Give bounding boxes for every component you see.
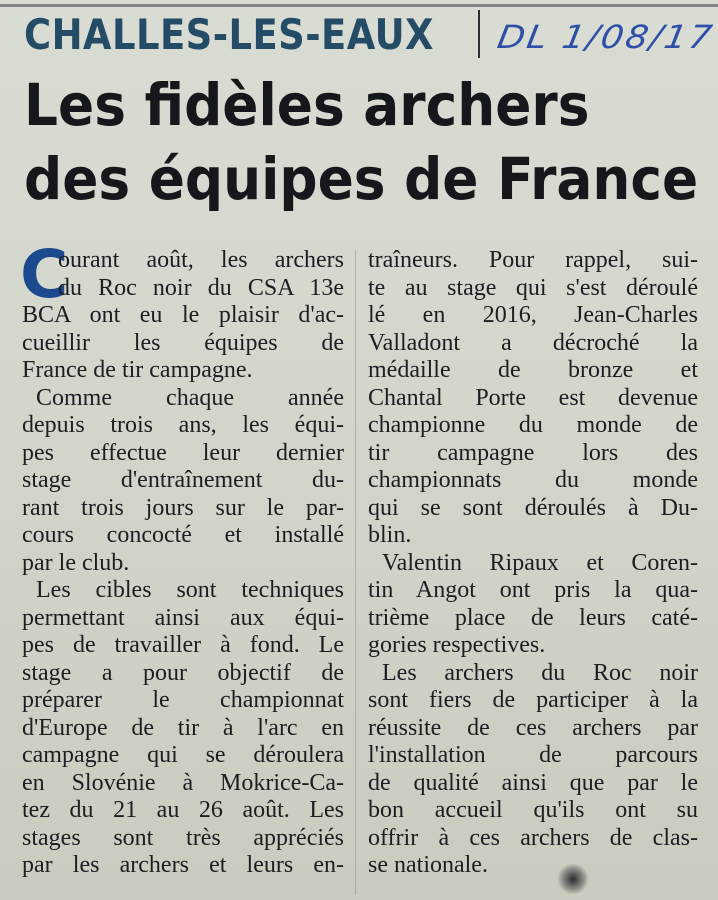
text-line: sont fiers de participer à la (368, 687, 698, 713)
text-line: en Slovénie à Mokrice-Ca- (22, 769, 344, 796)
text-line: tir campagne lors des (368, 439, 698, 466)
section-heading: CHALLES-LES-EAUX (24, 10, 434, 59)
text-line: pes de travailler à fond. Le (22, 632, 344, 658)
text-line: stage a pour objectif de (22, 659, 344, 686)
text-line: ourant août, les archers (58, 247, 344, 273)
text-line: championne du monde de (368, 412, 698, 438)
text-line: réussite de ces archers par (368, 714, 698, 741)
article-column-right (368, 247, 698, 880)
text-line: depuis trois ans, les équi- (22, 412, 344, 438)
text-line: gories respectives. (368, 632, 546, 658)
text-line: Les cibles sont techniques (36, 577, 344, 603)
text-line: tin Angot ont pris la qua- (368, 577, 698, 603)
text-line: Valladont a décroché la (368, 329, 698, 356)
text-line: par le club. (22, 549, 130, 576)
text-line: l'installation de parcours (368, 742, 698, 768)
text-line: BCA ont eu le plaisir d'ac- (22, 302, 344, 328)
text-line: préparer le championnat (22, 687, 344, 713)
text-line: Chantal Porte est devenue (368, 384, 698, 411)
text-line: permettant ainsi aux équi- (22, 604, 344, 631)
text-line: tez du 21 au 26 août. Les (22, 797, 344, 823)
text-line: qui se sont déroulés à Du- (368, 494, 698, 521)
text-line: pes effectue leur dernier (22, 439, 344, 466)
text-line: médaille de bronze et (368, 357, 698, 383)
text-line: traîneurs. Pour rappel, sui- (368, 247, 698, 273)
text-line: stages sont très appréciés (22, 824, 344, 851)
ink-smudge (556, 864, 590, 894)
column-divider (355, 250, 356, 895)
heading-separator (478, 10, 480, 58)
text-line: blin. (368, 522, 412, 548)
text-line: du Roc noir du CSA 13e (58, 274, 344, 301)
text-line: stage d'entraînement du- (22, 467, 344, 493)
text-line: Valentin Ripaux et Coren- (382, 549, 698, 576)
article-column-left (22, 247, 344, 880)
text-line: France de tir campagne. (22, 357, 253, 383)
text-line: se nationale. (368, 852, 488, 878)
article-headline (24, 68, 699, 216)
text-line: trième place de leurs caté- (368, 604, 698, 631)
text-line: offrir à ces archers de clas- (368, 824, 698, 851)
text-line: lé en 2016, Jean-Charles (368, 302, 698, 328)
text-line: championnats du monde (368, 467, 698, 493)
text-line: te au stage qui s'est déroulé (368, 274, 698, 301)
text-line: Comme chaque année (36, 384, 344, 411)
handwritten-date: DL 1/08/17 (494, 18, 717, 56)
text-line: Les archers du Roc noir (382, 659, 698, 686)
text-line: de qualité ainsi que par le (368, 769, 698, 796)
drop-cap: C (20, 236, 69, 313)
text-line: cours concocté et installé (22, 522, 344, 548)
text-line: cueillir les équipes de (22, 329, 344, 356)
text-line: bon accueil qu'ils ont su (368, 797, 698, 823)
text-line: d'Europe de tir à l'arc en (22, 714, 344, 741)
text-line: par les archers et leurs en- (22, 852, 344, 878)
headline-line: des équipes de France (24, 145, 699, 213)
headline-line: Les fidèles archers (24, 71, 590, 139)
text-line: rant trois jours sur le par- (22, 494, 344, 521)
text-line: campagne qui se déroulera (22, 742, 344, 768)
